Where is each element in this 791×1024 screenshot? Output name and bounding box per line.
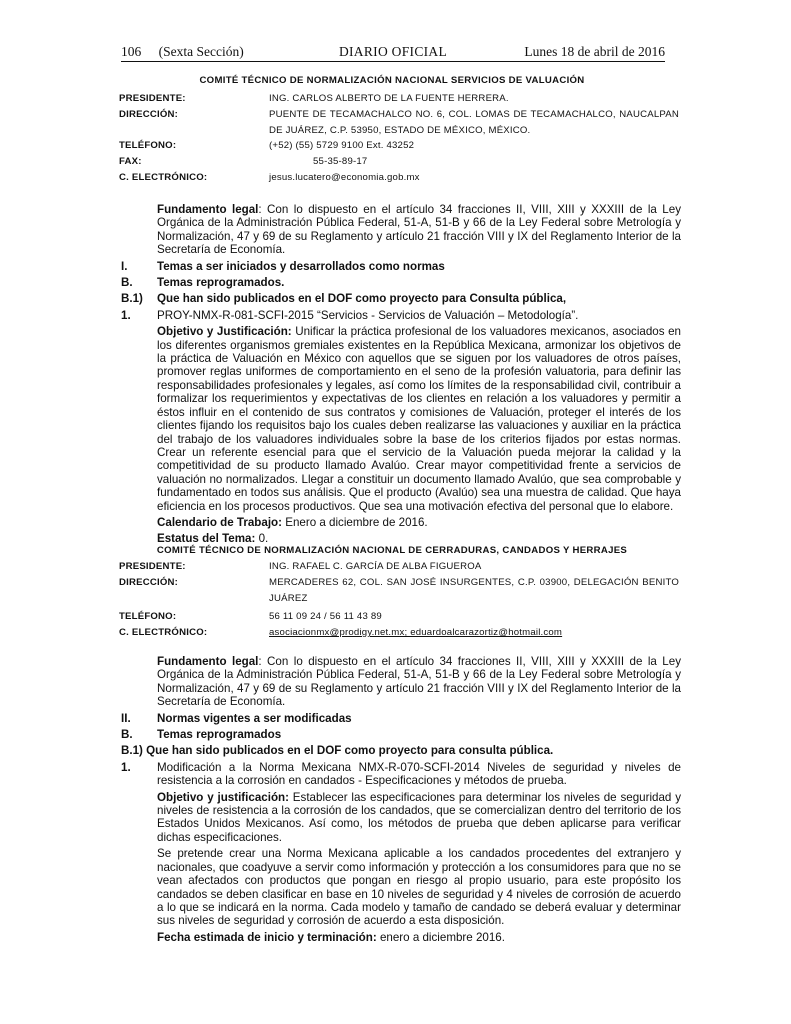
section-title: Que han sido publicados en el DOF como proyecto para Consulta pública, xyxy=(157,292,567,306)
section-title: Normas vigentes a ser modificadas xyxy=(157,711,352,725)
newspaper-name: DIARIO OFICIAL xyxy=(338,44,448,59)
section-title: B.1) Que han sido publicados en el DOF como proyecto para consulta pública. xyxy=(121,744,554,758)
estatus-label: Estatus del Tema: xyxy=(157,532,256,546)
president-row xyxy=(119,91,679,107)
item-text: PROY-NMX-R-081-SCFI-2015 “Servicios - Servicios de Valuación – Metodología”. xyxy=(157,308,579,322)
fax-row xyxy=(119,154,679,170)
email-value: jesus.lucatero@economia.gob.mx xyxy=(269,171,420,183)
fax-value: 55-35-89-17 xyxy=(313,156,368,168)
section-heading xyxy=(121,260,681,273)
section-number: B.1) xyxy=(121,292,143,306)
fax-label: FAX: xyxy=(119,156,142,168)
section-heading xyxy=(121,712,681,725)
address-value: MERCADERES 62, COL. SAN JOSÉ INSURGENTES, C.P. 03900, DELEGACIÓN BENITO JUÁREZ xyxy=(269,576,679,604)
objetivo-paragraph xyxy=(121,325,681,513)
email-row xyxy=(119,170,679,186)
fecha-paragraph xyxy=(121,931,681,944)
objetivo-label: Objetivo y Justificación: xyxy=(157,325,292,339)
section-title: Temas reprogramados. xyxy=(157,276,285,290)
list-item xyxy=(121,761,681,788)
fundamento-label: Fundamento legal xyxy=(157,203,259,216)
section-number: II. xyxy=(121,711,131,725)
address-value: PUENTE DE TECAMACHALCO NO. 6, COL. LOMAS DE TECAMACHALCO, NAUCALPAN DE JUÁREZ, C.P. 53950, ESTADO DE MÉXICO, MÉXICO. xyxy=(269,108,679,136)
fundamento-legal-paragraph xyxy=(121,655,681,709)
estatus-text: 0. xyxy=(255,532,269,546)
fundamento-legal-paragraph xyxy=(121,203,681,257)
objetivo-label: Objetivo y justificación: xyxy=(157,790,289,804)
email-label: C. ELECTRÓNICO: xyxy=(119,627,208,639)
address-label: DIRECCIÓN: xyxy=(119,576,179,588)
section-heading xyxy=(121,744,681,757)
calendario-text: Enero a diciembre de 2016. xyxy=(281,515,428,529)
item-number: 1. xyxy=(121,760,131,774)
section-heading xyxy=(121,276,681,289)
page-header xyxy=(121,44,665,62)
phone-row xyxy=(119,138,679,154)
phone-value: 56 11 09 24 / 56 11 43 89 xyxy=(269,611,382,623)
fecha-label: Fecha estimada de inicio y terminación: xyxy=(157,930,377,944)
list-item xyxy=(121,309,681,322)
section-heading xyxy=(121,292,681,305)
phone-value: (+52) (55) 5729 9100 Ext. 43252 xyxy=(269,140,415,152)
section-number: B. xyxy=(121,276,133,290)
fundamento-text: : Con lo dispuesto en el artículo 34 fracciones II, VIII, XIII y XXXIII de la Ley Orgánica de la Administración Pública Federal, 51-A, 51-B y 66 de la Ley Federal sobre Metrología y Normalización, 47 y 69 de su Reglamento y artículo 21 fracción VIII y IX del Reglamento Interior de la Secretaría de Economía. xyxy=(157,203,681,257)
section-number: I. xyxy=(121,259,128,273)
section-title: Temas reprogramados xyxy=(157,728,282,742)
fundamento-label: Fundamento legal xyxy=(157,655,259,668)
phone-row xyxy=(119,609,679,625)
president-value: ING. RAFAEL C. GARCÍA DE ALBA FIGUEROA xyxy=(269,561,482,572)
objetivo-text: Unificar la práctica profesional de los valuadores mexicanos, asociados en los diferentes organismos gremiales existentes en la República Mexicana, armonizar los objetivos de la práctica de Valuación en México con aquellos que se siguen por los valuadores de otros países, promover reglas uniformes de comportamiento en el seno de la profesión valuatoria, para definir las responsabilidades profesionales y legales, así como los límites de la responsabilidad civil, contribuir a formalizar los requerimientos y expectativas de los clientes en relación a los valuadores y permitir a éstos influir en el contenido de sus contratos y comisiones de Valuación, proteger el interés de los clientes fijando los requisitos bajo los cuales deben realizarse las valuaciones y auxiliar en la práctica del trabajo de los valuadores individuales sobre la base de los criterios fijados por estas normas. Crear un referente esencial para que el servicio de la Valuación pueda mejorar la calidad y la competitividad de su producto llamado Avalúo. Crear mayor competitividad frente a servicios de valuación no normalizados. Llegar a constituir un documento llamado Avalúo, que sea comprobable y fundamentado en todos sus análisis. Que el producto (Avalúo) sea una muestra de calidad. Que haya eficiencia en los procesos productivos. Que sea una motivación efectiva del personal que lo elabore. xyxy=(157,325,681,513)
fundamento-text: : Con lo dispuesto en el artículo 34 fracciones II, VIII, XIII y XXXIII de la Ley Orgánica de la Administración Pública Federal, 51-A, 51-B y 66 de la Ley Federal sobre Metrología y Normalización, 47 y 69 de su Reglamento y artículo 21 fracción VIII y IX del Reglamento Interior de la Secretaría de Economía. xyxy=(157,655,681,709)
estatus-paragraph xyxy=(121,532,681,545)
phone-label: TELÉFONO: xyxy=(119,140,177,152)
email-value[interactable]: asociacionmx@prodigy.net.mx; eduardoalcarazortiz@hotmail.com xyxy=(269,627,563,639)
section-label: (Sexta Sección) xyxy=(158,44,244,59)
address-row xyxy=(119,107,679,139)
president-label: PRESIDENTE: xyxy=(119,561,186,572)
committee2-info xyxy=(119,559,679,641)
item-text: Modificación a la Norma Mexicana NMX-R-070-SCFI-2014 Niveles de seguridad y niveles de resistencia a la corrosión en candados - Especificaciones y métodos de prueba. xyxy=(157,760,681,788)
page-number: 106 xyxy=(121,44,142,59)
fecha-text: enero a diciembre 2016. xyxy=(376,930,505,944)
section-heading xyxy=(121,728,681,741)
committee2-body xyxy=(121,655,681,947)
publication-date: Lunes 18 de abril de 2016 xyxy=(524,44,665,59)
president-row xyxy=(119,559,679,575)
committee1-body xyxy=(121,203,681,549)
section-number: B. xyxy=(121,728,133,742)
objetivo-paragraph-2: Se pretende crear una Norma Mexicana aplicable a los candados procedentes del extranjero y nacionales, que coadyuve a servir como información y protección a los consumidores para que no se vean afectados con productos que pongan en riesgo al propio usuario, para este propósito los candados se deben clasificar en base en 10 niveles de seguridad y 4 niveles de corrosión de acuerdo a lo que se indicará en la norma. Cada modelo y tamaño de candado se deberá evaluar y determinar sus niveles de seguridad y corrosión de acuerdo a esta disposición. xyxy=(157,847,681,928)
email-row xyxy=(119,625,679,641)
section-title: Temas a ser iniciados y desarrollados como normas xyxy=(157,259,445,273)
phone-label: TELÉFONO: xyxy=(119,611,177,623)
objetivo-paragraph xyxy=(121,791,681,845)
committee2-title: COMITÉ TÉCNICO DE NORMALIZACIÓN NACIONAL DE CERRADURAS, CANDADOS Y HERRAJES xyxy=(156,545,628,556)
header-rule xyxy=(121,61,665,62)
item-number: 1. xyxy=(121,308,131,322)
committee1-info xyxy=(119,91,679,186)
objetivo-text: Establecer las especificaciones para determinar los niveles de seguridad y niveles de resistencia a la corrosión de los candados, que se comercializan dentro del territorio de los Estados Unidos Mexicanos. Así como, los métodos de prueba que deben aplicarse para verificar dichas especificaciones. xyxy=(157,790,681,844)
calendario-label: Calendario de Trabajo: xyxy=(157,515,282,529)
president-label: PRESIDENTE: xyxy=(119,93,186,104)
calendario-paragraph xyxy=(121,516,681,529)
president-value: ING. CARLOS ALBERTO DE LA FUENTE HERRERA. xyxy=(269,93,509,104)
email-label: C. ELECTRÓNICO: xyxy=(119,171,208,183)
committee1-title: COMITÉ TÉCNICO DE NORMALIZACIÓN NACIONAL SERVICIOS DE VALUACIÓN xyxy=(199,75,585,86)
address-row xyxy=(119,575,679,607)
address-label: DIRECCIÓN: xyxy=(119,108,179,120)
